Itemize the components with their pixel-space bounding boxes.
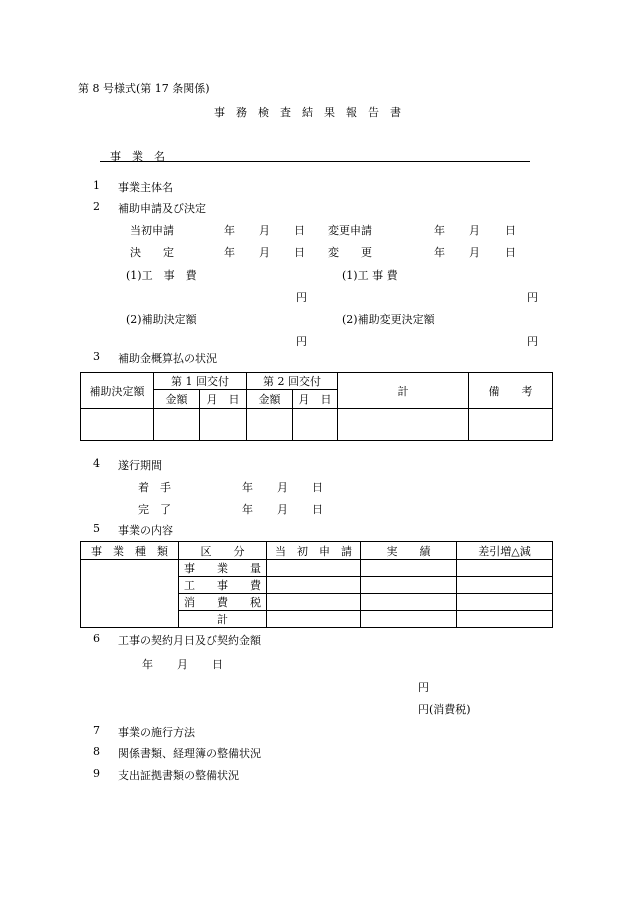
- change-application-day: 日: [505, 224, 516, 237]
- section-1-label: 事業主体名: [118, 181, 173, 194]
- contract-day: 日: [212, 658, 223, 671]
- tax-actual-cell[interactable]: [361, 594, 457, 611]
- completion-year: 年: [242, 503, 253, 516]
- construction-cost-label: (1)工 事 費: [126, 269, 197, 282]
- section-6-number: 6: [93, 632, 100, 645]
- initial-application-month: 月: [259, 224, 270, 237]
- first-day-label: 日: [228, 393, 240, 406]
- project-type-cell[interactable]: [81, 560, 179, 628]
- tax-difference-cell[interactable]: [457, 594, 553, 611]
- category-total: 計: [179, 611, 267, 628]
- difference-header: 差引増△減: [457, 542, 553, 560]
- section-3-number: 3: [93, 350, 100, 363]
- cost-actual-cell[interactable]: [361, 577, 457, 594]
- construction-cost-change-yen: 円: [527, 291, 538, 304]
- project-name-label: 事 業 名: [110, 150, 165, 163]
- second-date-cell[interactable]: [293, 409, 338, 441]
- volume-difference-cell[interactable]: [457, 560, 553, 577]
- category-consumption-tax: 消 費 税: [179, 594, 267, 611]
- section-5-label: 事業の内容: [118, 524, 173, 537]
- first-date-header: [200, 390, 247, 409]
- tax-initial-cell[interactable]: [267, 594, 361, 611]
- remarks-cell[interactable]: [469, 409, 553, 441]
- volume-initial-cell[interactable]: [267, 560, 361, 577]
- start-year: 年: [242, 481, 253, 494]
- section-5-number: 5: [93, 522, 100, 535]
- section-7-number: 7: [93, 724, 100, 737]
- change-year: 年: [434, 246, 445, 259]
- project-content-table: [80, 541, 553, 628]
- cost-initial-cell[interactable]: [267, 577, 361, 594]
- construction-cost-yen: 円: [296, 291, 307, 304]
- total-initial-cell[interactable]: [267, 611, 361, 628]
- completion-day: 日: [312, 503, 323, 516]
- subsidy-decision-label: (2)補助決定額: [126, 313, 197, 326]
- section-9-label: 支出証拠書類の整備状況: [118, 769, 239, 782]
- section-4-number: 4: [93, 457, 100, 470]
- total-cell[interactable]: [338, 409, 469, 441]
- project-type-header: 事 業 種 類: [81, 542, 179, 560]
- contract-month: 月: [177, 658, 188, 671]
- first-month-label: 月: [206, 393, 218, 406]
- initial-application-label: 当初申請: [130, 224, 174, 237]
- change-month: 月: [469, 246, 480, 259]
- first-payment-header: 第 1 回交付: [154, 373, 247, 390]
- initial-application-day: 日: [294, 224, 305, 237]
- initial-application-year: 年: [224, 224, 235, 237]
- change-label: 変 更: [328, 246, 372, 259]
- decision-label: 決 定: [130, 246, 174, 259]
- section-6-label: 工事の契約月日及び契約金額: [118, 634, 261, 647]
- second-day-label: 日: [320, 393, 332, 406]
- change-application-label: 変更申請: [328, 224, 372, 237]
- change-application-month: 月: [469, 224, 480, 237]
- initial-application-header: 当 初 申 請: [267, 542, 361, 560]
- section-2-label: 補助申請及び決定: [118, 202, 206, 215]
- second-amount-header: 金額: [247, 390, 293, 409]
- construction-cost-change-label: (1)工 事 費: [342, 269, 398, 282]
- contract-year: 年: [142, 658, 153, 671]
- section-7-label: 事業の施行方法: [118, 726, 195, 739]
- remarks-header: 備 考: [469, 373, 553, 409]
- category-project-volume: 事 業 量: [179, 560, 267, 577]
- first-amount-header: 金額: [154, 390, 200, 409]
- category-construction-cost: 工 事 費: [179, 577, 267, 594]
- decision-month: 月: [259, 246, 270, 259]
- section-4-label: 遂行期間: [118, 459, 162, 472]
- advance-payment-table: [80, 372, 553, 441]
- section-8-label: 関係書類、経理簿の整備状況: [118, 747, 261, 760]
- second-month-label: 月: [298, 393, 310, 406]
- total-difference-cell[interactable]: [457, 611, 553, 628]
- category-header: 区 分: [179, 542, 267, 560]
- subsidy-amount-cell[interactable]: [81, 409, 154, 441]
- decision-year: 年: [224, 246, 235, 259]
- section-9-number: 9: [93, 767, 100, 780]
- second-amount-cell[interactable]: [247, 409, 293, 441]
- total-actual-cell[interactable]: [361, 611, 457, 628]
- section-1-number: 1: [93, 179, 100, 192]
- start-label: 着 手: [138, 481, 171, 494]
- second-date-header: [293, 390, 338, 409]
- project-name-underline: [100, 161, 530, 162]
- change-day: 日: [505, 246, 516, 259]
- subsidy-change-label: (2)補助変更決定額: [342, 313, 435, 326]
- subsidy-amount-header: 補助決定額: [81, 373, 154, 409]
- start-month: 月: [277, 481, 288, 494]
- cost-difference-cell[interactable]: [457, 577, 553, 594]
- first-date-cell[interactable]: [200, 409, 247, 441]
- actual-result-header: 実 績: [361, 542, 457, 560]
- second-payment-header: 第 2 回交付: [247, 373, 338, 390]
- section-3-label: 補助金概算払の状況: [118, 352, 217, 365]
- change-application-year: 年: [434, 224, 445, 237]
- contract-tax-yen: 円(消費税): [418, 703, 471, 716]
- document-title: 事 務 検 査 結 果 報 告 書: [214, 106, 401, 119]
- subsidy-change-yen: 円: [527, 335, 538, 348]
- decision-day: 日: [294, 246, 305, 259]
- completion-label: 完 了: [138, 503, 171, 516]
- section-8-number: 8: [93, 745, 100, 758]
- first-amount-cell[interactable]: [154, 409, 200, 441]
- section-2-number: 2: [93, 200, 100, 213]
- completion-month: 月: [277, 503, 288, 516]
- start-day: 日: [312, 481, 323, 494]
- subsidy-decision-yen: 円: [296, 335, 307, 348]
- volume-actual-cell[interactable]: [361, 560, 457, 577]
- total-header: 計: [338, 373, 469, 409]
- form-number: 第 8 号様式(第 17 条関係): [78, 82, 210, 95]
- contract-amount-yen: 円: [418, 681, 429, 694]
